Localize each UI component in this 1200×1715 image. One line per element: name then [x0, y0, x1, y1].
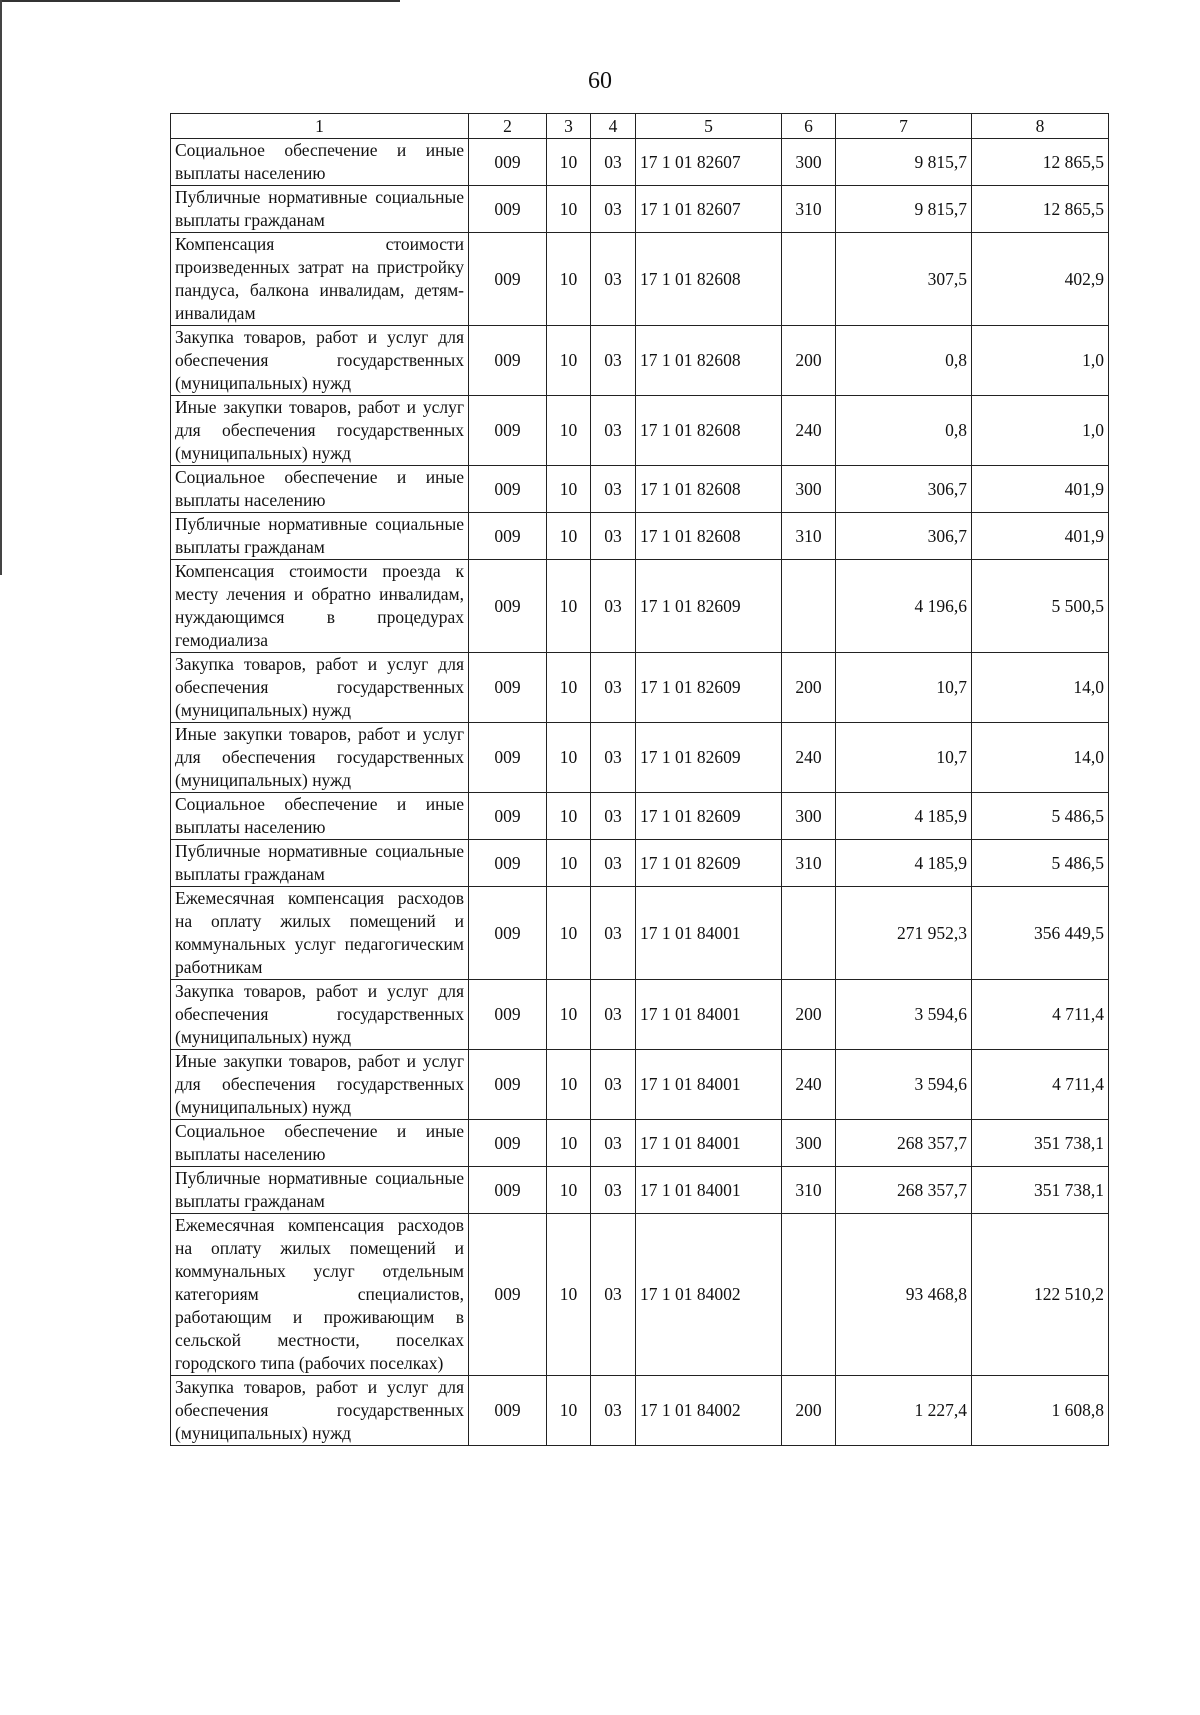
expense-type-cell [782, 560, 836, 653]
section-code-cell: 10 [547, 980, 591, 1050]
table-row [171, 560, 1109, 653]
target-article-cell: 17 1 01 82608 [636, 326, 782, 396]
gr-code-cell: 009 [469, 1214, 547, 1376]
gr-code-cell: 009 [469, 1167, 547, 1214]
column-header: 2 [469, 114, 547, 139]
amount-year2-cell: 12 865,5 [972, 186, 1109, 233]
row-name-cell: Публичные нормативные социальные выплаты гражданам [171, 513, 469, 560]
target-article-cell: 17 1 01 82607 [636, 139, 782, 186]
amount-year1-cell: 4 185,9 [836, 840, 972, 887]
section-code-cell: 10 [547, 1376, 591, 1446]
section-code-cell: 10 [547, 560, 591, 653]
amount-year1-cell: 9 815,7 [836, 139, 972, 186]
subsection-code-cell: 03 [591, 1167, 636, 1214]
target-article-cell: 17 1 01 82608 [636, 233, 782, 326]
section-code-cell: 10 [547, 1120, 591, 1167]
target-article-cell: 17 1 01 82607 [636, 186, 782, 233]
expense-type-cell: 310 [782, 186, 836, 233]
gr-code-cell: 009 [469, 887, 547, 980]
table-row [171, 653, 1109, 723]
table-row [171, 1376, 1109, 1446]
table-row [171, 396, 1109, 466]
row-name-cell: Компенсация стоимости проезда к месту лечения и обратно инвалидам, нуждающимся в процедурах гемодиализа [171, 560, 469, 653]
section-code-cell: 10 [547, 887, 591, 980]
amount-year1-cell: 10,7 [836, 653, 972, 723]
subsection-code-cell: 03 [591, 723, 636, 793]
row-name-cell: Социальное обеспечение и иные выплаты населению [171, 793, 469, 840]
amount-year1-cell: 0,8 [836, 326, 972, 396]
target-article-cell: 17 1 01 84001 [636, 1120, 782, 1167]
subsection-code-cell: 03 [591, 887, 636, 980]
subsection-code-cell: 03 [591, 396, 636, 466]
section-code-cell: 10 [547, 396, 591, 466]
section-code-cell: 10 [547, 793, 591, 840]
row-name-cell: Публичные нормативные социальные выплаты гражданам [171, 186, 469, 233]
amount-year2-cell: 12 865,5 [972, 139, 1109, 186]
subsection-code-cell: 03 [591, 1120, 636, 1167]
table-row [171, 1120, 1109, 1167]
expense-type-cell [782, 887, 836, 980]
gr-code-cell: 009 [469, 723, 547, 793]
expense-type-cell: 300 [782, 466, 836, 513]
column-header: 5 [636, 114, 782, 139]
row-name-cell: Компенсация стоимости произведенных затрат на пристройку пандуса, балкона инвалидам, детям-инвалидам [171, 233, 469, 326]
amount-year2-cell: 5 486,5 [972, 793, 1109, 840]
budget-table [170, 113, 1109, 1446]
row-name-cell: Ежемесячная компенсация расходов на оплату жилых помещений и коммунальных услуг педагогическим работникам [171, 887, 469, 980]
target-article-cell: 17 1 01 84001 [636, 980, 782, 1050]
amount-year2-cell: 4 711,4 [972, 1050, 1109, 1120]
target-article-cell: 17 1 01 84001 [636, 1167, 782, 1214]
subsection-code-cell: 03 [591, 840, 636, 887]
amount-year2-cell: 401,9 [972, 513, 1109, 560]
amount-year1-cell: 268 357,7 [836, 1120, 972, 1167]
subsection-code-cell: 03 [591, 980, 636, 1050]
expense-type-cell [782, 1214, 836, 1376]
table-row [171, 887, 1109, 980]
expense-type-cell [782, 233, 836, 326]
table-row [171, 513, 1109, 560]
gr-code-cell: 009 [469, 653, 547, 723]
column-header: 4 [591, 114, 636, 139]
target-article-cell: 17 1 01 82609 [636, 793, 782, 840]
subsection-code-cell: 03 [591, 326, 636, 396]
row-name-cell: Социальное обеспечение и иные выплаты населению [171, 466, 469, 513]
table-header-row [171, 114, 1109, 139]
row-name-cell: Публичные нормативные социальные выплаты гражданам [171, 840, 469, 887]
amount-year1-cell: 4 196,6 [836, 560, 972, 653]
section-code-cell: 10 [547, 840, 591, 887]
subsection-code-cell: 03 [591, 793, 636, 840]
amount-year2-cell: 351 738,1 [972, 1167, 1109, 1214]
table-row [171, 233, 1109, 326]
section-code-cell: 10 [547, 513, 591, 560]
expense-type-cell: 240 [782, 723, 836, 793]
expense-type-cell: 200 [782, 326, 836, 396]
amount-year2-cell: 122 510,2 [972, 1214, 1109, 1376]
gr-code-cell: 009 [469, 980, 547, 1050]
target-article-cell: 17 1 01 84001 [636, 1050, 782, 1120]
column-header: 7 [836, 114, 972, 139]
amount-year1-cell: 1 227,4 [836, 1376, 972, 1446]
amount-year1-cell: 3 594,6 [836, 980, 972, 1050]
amount-year2-cell: 1 608,8 [972, 1376, 1109, 1446]
gr-code-cell: 009 [469, 513, 547, 560]
subsection-code-cell: 03 [591, 139, 636, 186]
table-row [171, 139, 1109, 186]
subsection-code-cell: 03 [591, 1050, 636, 1120]
target-article-cell: 17 1 01 84002 [636, 1376, 782, 1446]
row-name-cell: Иные закупки товаров, работ и услуг для обеспечения государственных (муниципальных) нужд [171, 723, 469, 793]
column-header: 8 [972, 114, 1109, 139]
amount-year2-cell: 14,0 [972, 653, 1109, 723]
gr-code-cell: 009 [469, 793, 547, 840]
target-article-cell: 17 1 01 84001 [636, 887, 782, 980]
expense-type-cell: 200 [782, 1376, 836, 1446]
section-code-cell: 10 [547, 1214, 591, 1376]
gr-code-cell: 009 [469, 186, 547, 233]
expense-type-cell: 200 [782, 653, 836, 723]
row-name-cell: Закупка товаров, работ и услуг для обеспечения государственных (муниципальных) нужд [171, 1376, 469, 1446]
subsection-code-cell: 03 [591, 1214, 636, 1376]
amount-year1-cell: 0,8 [836, 396, 972, 466]
page-number: 60 [588, 68, 612, 94]
gr-code-cell: 009 [469, 840, 547, 887]
expense-type-cell: 310 [782, 513, 836, 560]
table-row [171, 793, 1109, 840]
gr-code-cell: 009 [469, 466, 547, 513]
expense-type-cell: 300 [782, 139, 836, 186]
column-header: 6 [782, 114, 836, 139]
gr-code-cell: 009 [469, 233, 547, 326]
row-name-cell: Ежемесячная компенсация расходов на оплату жилых помещений и коммунальных услуг отдельным категориям специалистов, работающим и проживающим в сельской местности, поселках городского типа (рабочих поселках) [171, 1214, 469, 1376]
subsection-code-cell: 03 [591, 1376, 636, 1446]
amount-year2-cell: 1,0 [972, 396, 1109, 466]
section-code-cell: 10 [547, 326, 591, 396]
subsection-code-cell: 03 [591, 513, 636, 560]
section-code-cell: 10 [547, 466, 591, 513]
gr-code-cell: 009 [469, 1120, 547, 1167]
section-code-cell: 10 [547, 186, 591, 233]
table-row [171, 186, 1109, 233]
section-code-cell: 10 [547, 1050, 591, 1120]
column-header: 3 [547, 114, 591, 139]
row-name-cell: Социальное обеспечение и иные выплаты населению [171, 139, 469, 186]
amount-year1-cell: 3 594,6 [836, 1050, 972, 1120]
row-name-cell: Закупка товаров, работ и услуг для обеспечения государственных (муниципальных) нужд [171, 326, 469, 396]
target-article-cell: 17 1 01 82608 [636, 466, 782, 513]
amount-year2-cell: 351 738,1 [972, 1120, 1109, 1167]
scan-edge-top [0, 0, 400, 2]
row-name-cell: Закупка товаров, работ и услуг для обеспечения государственных (муниципальных) нужд [171, 653, 469, 723]
amount-year1-cell: 306,7 [836, 513, 972, 560]
subsection-code-cell: 03 [591, 653, 636, 723]
column-header: 1 [171, 114, 469, 139]
expense-type-cell: 300 [782, 1120, 836, 1167]
expense-type-cell: 300 [782, 793, 836, 840]
target-article-cell: 17 1 01 82609 [636, 840, 782, 887]
table-row [171, 466, 1109, 513]
row-name-cell: Иные закупки товаров, работ и услуг для обеспечения государственных (муниципальных) нужд [171, 396, 469, 466]
table-row [171, 840, 1109, 887]
gr-code-cell: 009 [469, 139, 547, 186]
target-article-cell: 17 1 01 84002 [636, 1214, 782, 1376]
section-code-cell: 10 [547, 139, 591, 186]
table-row [171, 1167, 1109, 1214]
gr-code-cell: 009 [469, 1376, 547, 1446]
row-name-cell: Закупка товаров, работ и услуг для обеспечения государственных (муниципальных) нужд [171, 980, 469, 1050]
target-article-cell: 17 1 01 82609 [636, 653, 782, 723]
amount-year2-cell: 4 711,4 [972, 980, 1109, 1050]
expense-type-cell: 240 [782, 1050, 836, 1120]
target-article-cell: 17 1 01 82609 [636, 560, 782, 653]
section-code-cell: 10 [547, 723, 591, 793]
amount-year2-cell: 401,9 [972, 466, 1109, 513]
section-code-cell: 10 [547, 1167, 591, 1214]
expense-type-cell: 200 [782, 980, 836, 1050]
target-article-cell: 17 1 01 82608 [636, 513, 782, 560]
row-name-cell: Иные закупки товаров, работ и услуг для обеспечения государственных (муниципальных) нужд [171, 1050, 469, 1120]
gr-code-cell: 009 [469, 396, 547, 466]
row-name-cell: Социальное обеспечение и иные выплаты населению [171, 1120, 469, 1167]
amount-year1-cell: 4 185,9 [836, 793, 972, 840]
table-row [171, 326, 1109, 396]
gr-code-cell: 009 [469, 326, 547, 396]
amount-year1-cell: 93 468,8 [836, 1214, 972, 1376]
table-row [171, 1214, 1109, 1376]
subsection-code-cell: 03 [591, 560, 636, 653]
expense-type-cell: 240 [782, 396, 836, 466]
amount-year2-cell: 356 449,5 [972, 887, 1109, 980]
gr-code-cell: 009 [469, 1050, 547, 1120]
amount-year1-cell: 10,7 [836, 723, 972, 793]
amount-year2-cell: 14,0 [972, 723, 1109, 793]
section-code-cell: 10 [547, 233, 591, 326]
amount-year2-cell: 402,9 [972, 233, 1109, 326]
target-article-cell: 17 1 01 82608 [636, 396, 782, 466]
subsection-code-cell: 03 [591, 466, 636, 513]
table-row [171, 723, 1109, 793]
amount-year1-cell: 307,5 [836, 233, 972, 326]
section-code-cell: 10 [547, 653, 591, 723]
amount-year1-cell: 9 815,7 [836, 186, 972, 233]
target-article-cell: 17 1 01 82609 [636, 723, 782, 793]
row-name-cell: Публичные нормативные социальные выплаты гражданам [171, 1167, 469, 1214]
table-row [171, 1050, 1109, 1120]
amount-year2-cell: 1,0 [972, 326, 1109, 396]
table-row [171, 980, 1109, 1050]
amount-year1-cell: 268 357,7 [836, 1167, 972, 1214]
expense-type-cell: 310 [782, 840, 836, 887]
expense-type-cell: 310 [782, 1167, 836, 1214]
subsection-code-cell: 03 [591, 186, 636, 233]
amount-year2-cell: 5 500,5 [972, 560, 1109, 653]
amount-year1-cell: 271 952,3 [836, 887, 972, 980]
amount-year2-cell: 5 486,5 [972, 840, 1109, 887]
amount-year1-cell: 306,7 [836, 466, 972, 513]
gr-code-cell: 009 [469, 560, 547, 653]
subsection-code-cell: 03 [591, 233, 636, 326]
